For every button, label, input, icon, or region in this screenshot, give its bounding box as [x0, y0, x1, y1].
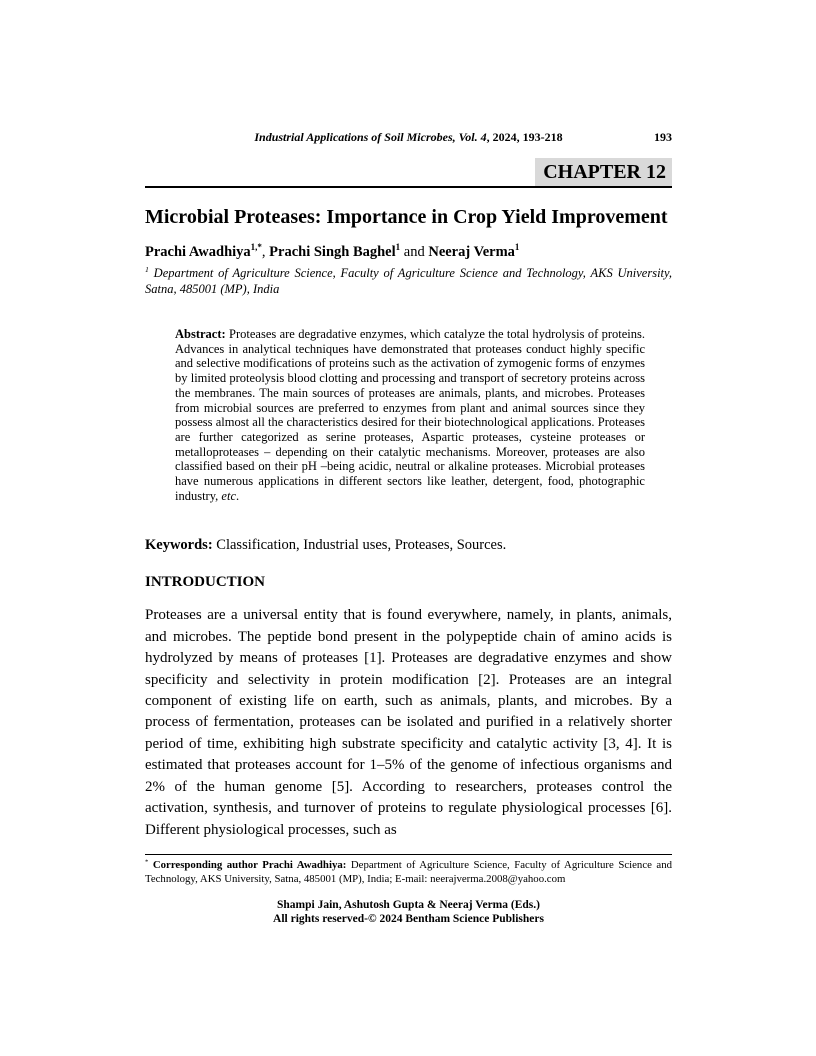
running-head-text	[254, 130, 562, 144]
author-name: Prachi Awadhiya	[145, 244, 251, 260]
abstract-body: Proteases are degradative enzymes, which catalyze the total hydrolysis of proteins. Advances in analytical techniques have demonstrated that proteases conduct highly specific and selective modifications of proteins such as the activation of zymogenic forms of enzymes by limited proteolysis blood clotting and processing and transport of secretory proteins across the membranes. The main sources of proteases are animals, plants, and microbes. Proteases from microbial sources are preferred to enzymes from plant and animal sources since they possess almost all the characteristics desired for their biotechnological applications. Proteases are further categorized as serine proteases, Aspartic proteases, cysteine proteases or metalloproteases – depending on their catalytic mechanisms. Moreover, proteases are also classified based on their pH –being acidic, neutral or alkaline proteases. Microbial proteases have numerous applications in different sectors like leather, detergent, food, photographic industry,	[175, 327, 645, 503]
keywords-body: Classification, Industrial uses, Proteases, Sources.	[212, 537, 507, 554]
affiliation-text: Department of Agriculture Science, Faculty of Agriculture Science and Technology, AKS University, Satna, 485001 (MP), India	[145, 266, 672, 296]
chapter-banner-row	[145, 158, 672, 186]
author-affiliation-marker: 1,*	[250, 242, 262, 253]
author-affiliation-marker: 1	[514, 242, 520, 253]
abstract-tail: .	[236, 488, 240, 503]
abstract-label: Abstract:	[175, 327, 226, 341]
rights-line: All rights reserved-© 2024 Bentham Science Publishers	[273, 912, 544, 925]
introduction-heading: INTRODUCTION	[145, 574, 266, 591]
footnote-marker: *	[145, 858, 149, 866]
author-separator: and	[400, 244, 429, 260]
page-number: 193	[654, 130, 672, 144]
abstract	[175, 327, 645, 503]
publisher-block	[145, 898, 672, 926]
author-name: Prachi Singh Baghel	[269, 244, 396, 260]
author-separator: ,	[261, 244, 270, 260]
footer-rule	[145, 854, 672, 855]
running-head	[145, 130, 672, 145]
author-name: Neeraj Verma	[428, 244, 515, 260]
footnote-label: Corresponding author Prachi Awadhiya:	[148, 858, 347, 871]
introduction-paragraph: Proteases are a universal entity that is found everywhere, namely, in plants, animals, and microbes. The peptide bond present in the polypeptide chain of amino acids is hydrolyzed by means of proteases [1]. Proteases are degradative enzymes and show specificity and selectivity in protein modification [2]. Proteases are an integral component of existing life on earth, such as animals, plants, and microbes. By a process of fermentation, proteases can be isolated and purified in a relatively shorter period of time, exhibiting high substrate specificity and catalytic activity [3, 4]. It is estimated that proteases account for 1–5% of the genome of infectious organisms and 2% of the human genome [5]. According to researchers, proteases control the activation, synthesis, and turnover of proteins to regulate physiological processes [6]. Different physiological processes, such as	[145, 607, 672, 838]
footnote-body: Department of Agriculture Science, Faculty of Agriculture Science and Technology, AKS University, Satna, 485001 (MP), India; E-mail: neerajverma.2008@yahoo.com	[145, 858, 672, 885]
keywords-label: Keywords:	[145, 537, 213, 554]
corresponding-author-footnote	[145, 859, 672, 887]
affiliation-marker: 1	[145, 264, 149, 274]
journal-title: Industrial Applications of Soil Microbes, Vol. 4	[254, 130, 487, 144]
chapter-banner: CHAPTER 12	[535, 158, 672, 186]
issue-info: , 2024, 193-218	[486, 130, 563, 144]
header-rule	[145, 186, 672, 188]
page-footer	[145, 854, 672, 926]
keywords-line	[145, 536, 672, 554]
editors-line: Shampi Jain, Ashutosh Gupta & Neeraj Verma (Eds.)	[277, 898, 540, 911]
chapter-title: Microbial Proteases: Importance in Crop Yield Improvement	[145, 206, 668, 228]
author-affiliation-marker: 1	[395, 242, 401, 253]
abstract-etc: etc	[221, 488, 236, 503]
affiliation	[145, 266, 672, 297]
authors-line	[145, 243, 672, 261]
